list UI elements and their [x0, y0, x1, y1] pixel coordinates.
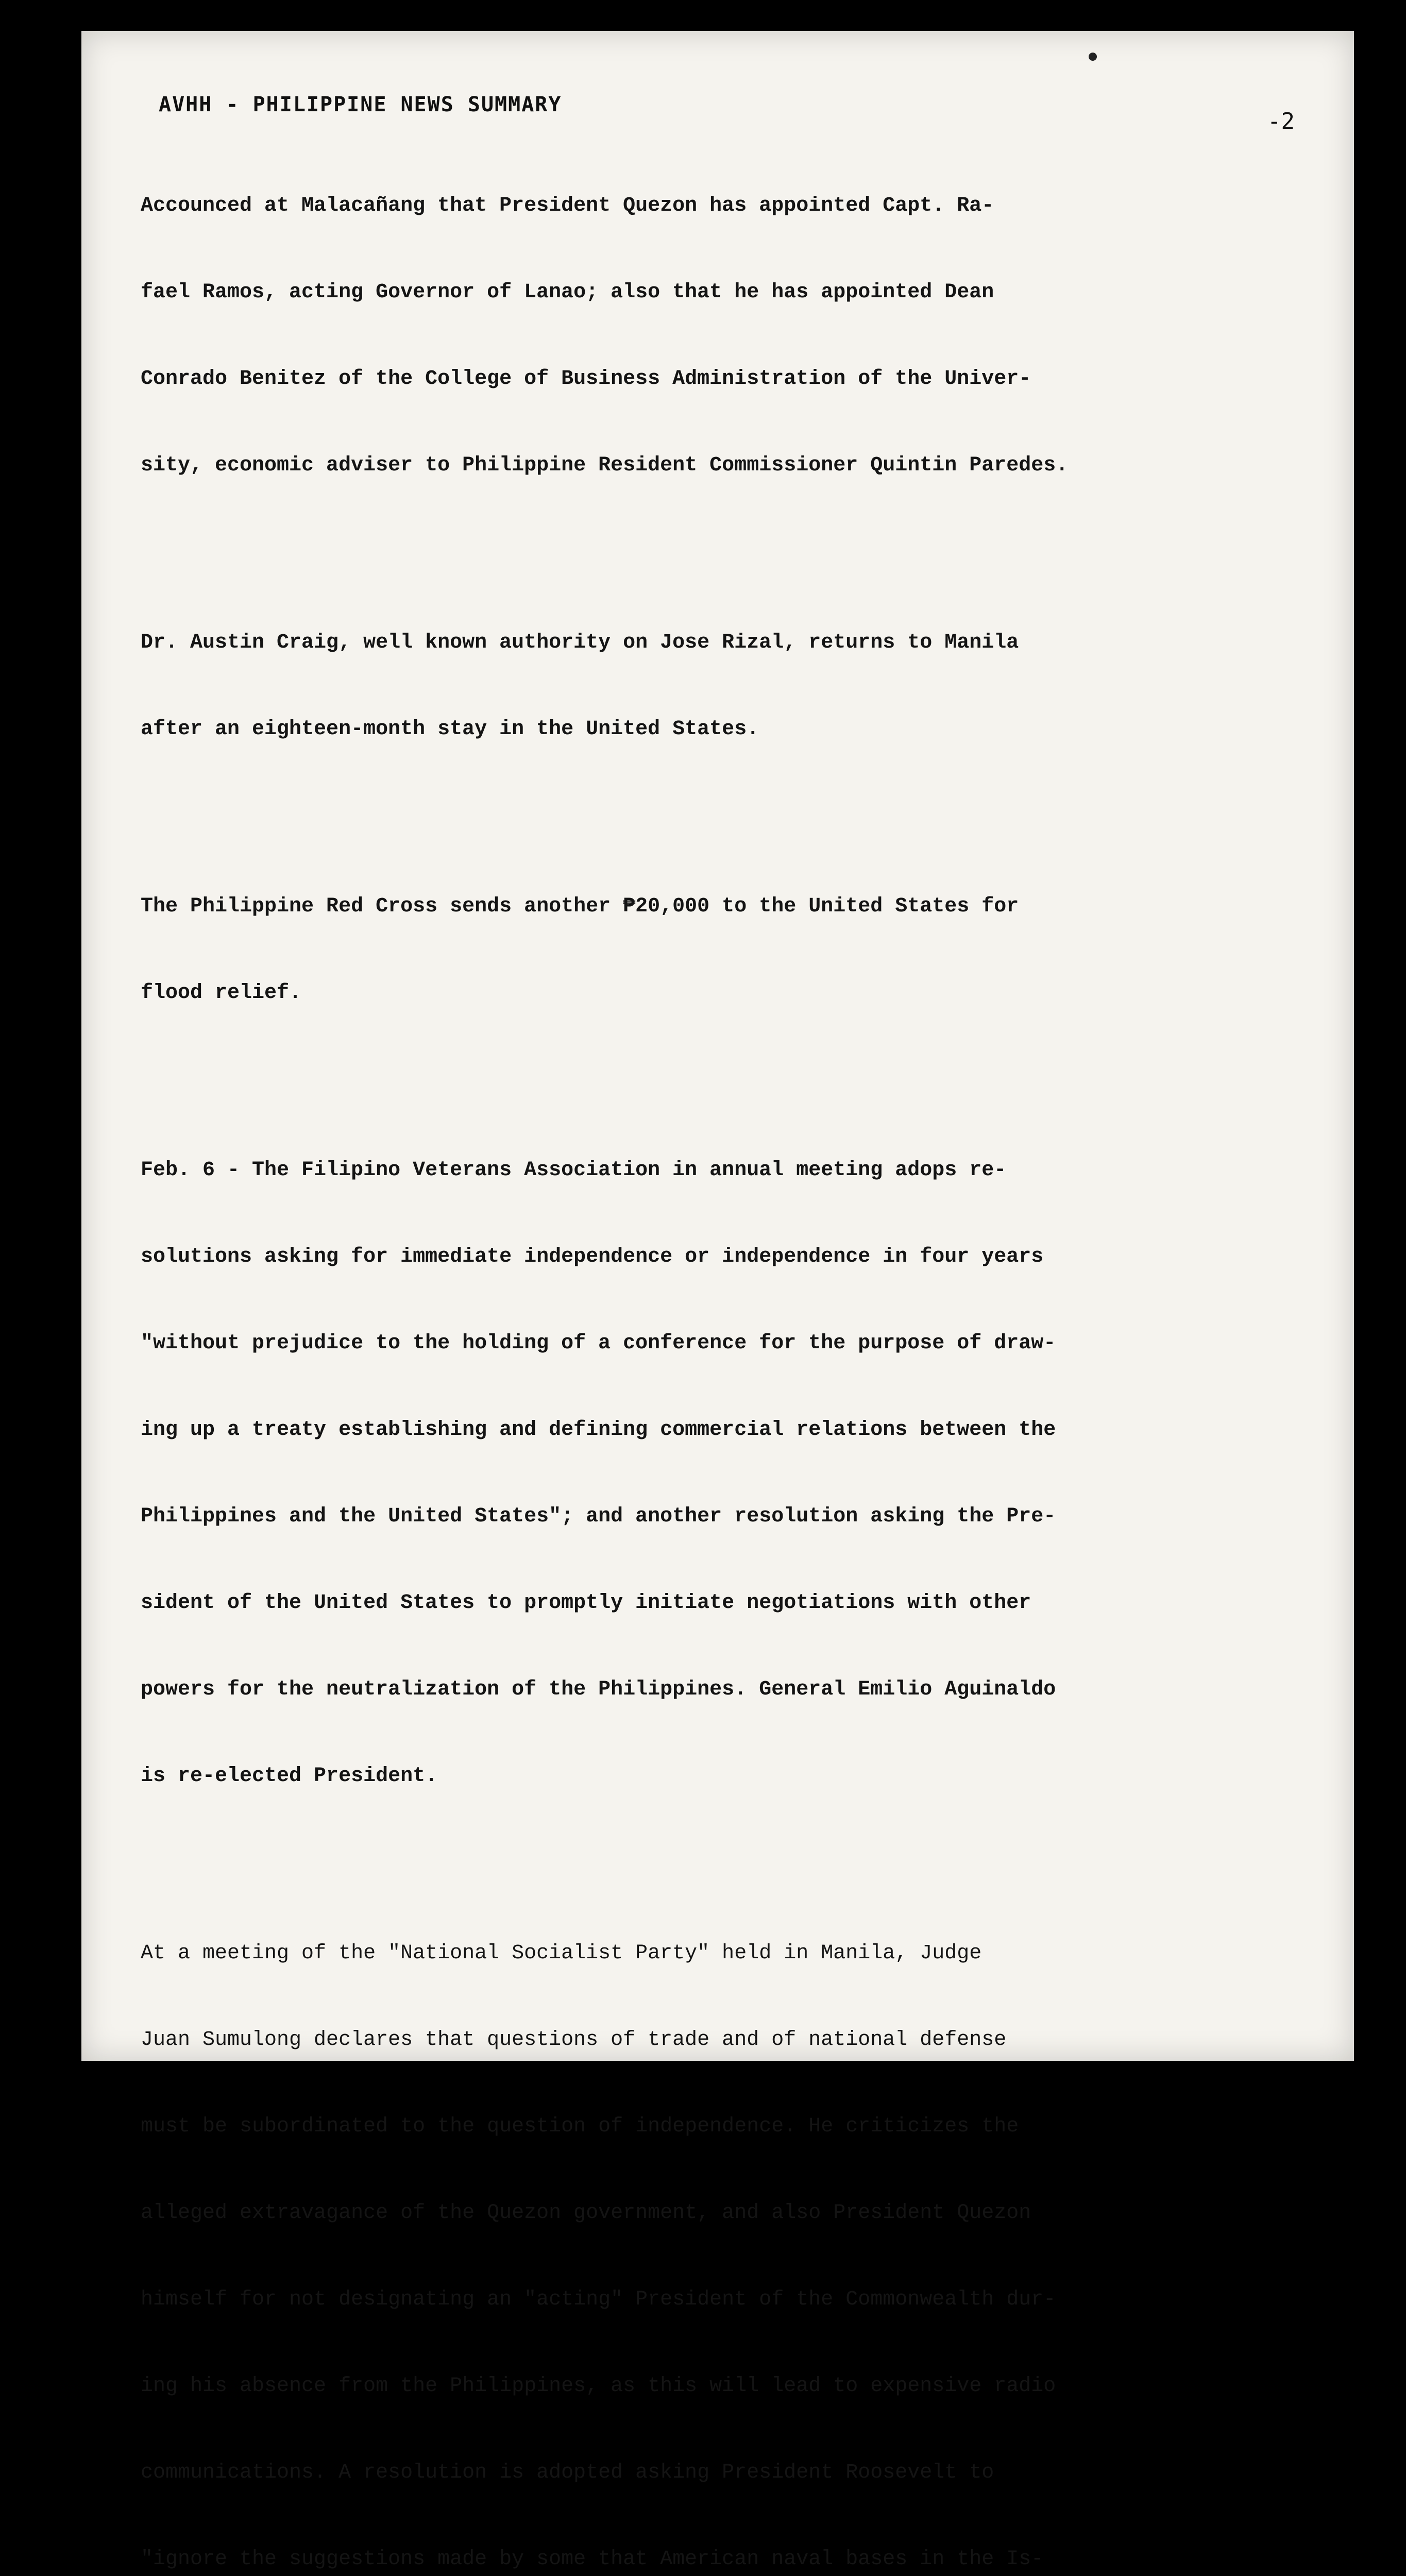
- text-line: himself for not designating an "acting" President of the Commonwealth dur-: [141, 2288, 1056, 2311]
- text-line: ing his absence from the Philippines, as this will lead to expensive radio: [141, 2375, 1056, 2398]
- text-line: Conrado Benitez of the College of Business Administration of the Univer-: [141, 367, 1031, 391]
- text-line: sident of the United States to promptly initiate negotiations with other: [141, 1591, 1031, 1615]
- paragraph-5: [141, 1882, 1310, 2576]
- document-body: [141, 134, 1310, 2576]
- text-line: flood relief.: [141, 981, 302, 1005]
- text-line: alleged extravagance of the Quezon government, and also President Quezon: [141, 2201, 1031, 2225]
- text-line: must be subordinated to the question of independence. He criticizes the: [141, 2115, 1019, 2138]
- paragraph-4: [141, 1098, 1310, 1849]
- text-line: ing up a treaty establishing and defining commercial relations between the: [141, 1418, 1056, 1442]
- text-line: sity, economic adviser to Philippine Resident Commissioner Quintin Paredes.: [141, 454, 1069, 477]
- text-line: communications. A resolution is adopted asking President Roosevelt to: [141, 2461, 994, 2484]
- document-page: [81, 31, 1354, 2571]
- paragraph-1: [141, 134, 1310, 538]
- text-line: Juan Sumulong declares that questions of trade and of national defense: [141, 2028, 1007, 2052]
- text-line: The Philippine Red Cross sends another ₱20,000 to the United States for: [141, 895, 1019, 918]
- text-line: fael Ramos, acting Governor of Lanao; also that he has appointed Dean: [141, 281, 994, 304]
- paragraph-3: [141, 835, 1310, 1065]
- page-header: AVHH - PHILIPPINE NEWS SUMMARY: [159, 93, 562, 116]
- text-line: powers for the neutralization of the Philippines. General Emilio Aguinaldo: [141, 1678, 1056, 1701]
- text-line: after an eighteen-month stay in the United States.: [141, 718, 759, 741]
- text-line: At a meeting of the "National Socialist Party" held in Manila, Judge: [141, 1942, 982, 1965]
- text-line: "without prejudice to the holding of a conference for the purpose of draw-: [141, 1332, 1056, 1355]
- paragraph-2: [141, 571, 1310, 802]
- page-number: -2: [1267, 108, 1295, 134]
- text-line: Accounced at Malacañang that President Quezon has appointed Capt. Ra-: [141, 194, 994, 217]
- text-line: Feb. 6 - The Filipino Veterans Association in annual meeting adops re-: [141, 1159, 1007, 1182]
- text-line: solutions asking for immediate independence or independence in four years: [141, 1245, 1044, 1268]
- punch-hole-mark: [1089, 53, 1097, 61]
- text-line: Dr. Austin Craig, well known authority on Jose Rizal, returns to Manila: [141, 631, 1019, 654]
- text-line: is re-elected President.: [141, 1765, 438, 1788]
- text-line: Philippines and the United States"; and another resolution asking the Pre-: [141, 1505, 1056, 1528]
- text-line: "ignore the suggestions made by some that American naval bases in the Is-: [141, 2548, 1044, 2571]
